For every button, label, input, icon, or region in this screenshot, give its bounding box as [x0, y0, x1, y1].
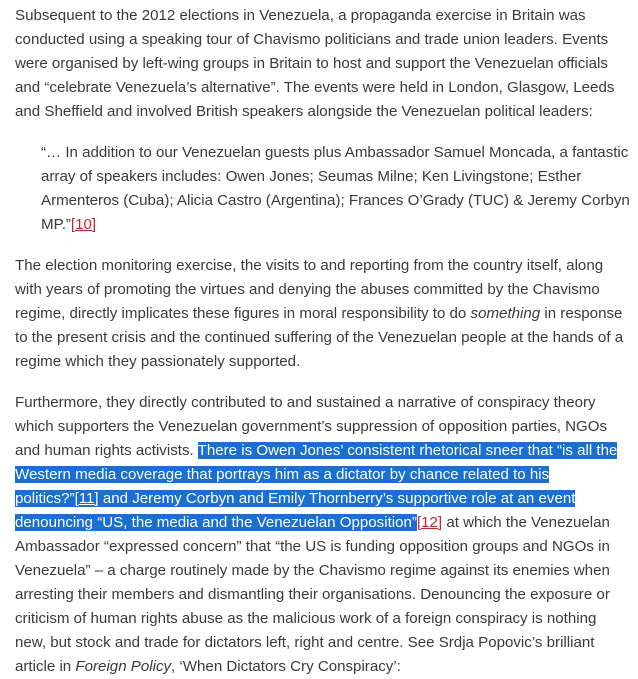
emphasis-publication: Foreign Policy: [75, 658, 172, 675]
paragraph-text: at which the Venezuelan Ambassador “expressed concern” that “the US is funding opposition groups and NGOs in Venezuela” – a charge routinely made by the Chavismo regime against its enemies when arresting their members and dismantling their organisations. Denouncing the exposure or criticism of human rights abuse as the malicious work of a foreign conspiracy is nothing new, but stock and trade for dictators left, right and centre. See Srdja Popovic’s brilliant article in: [15, 514, 610, 675]
paragraph-text: , ‘When Dictators Cry Conspiracy’:: [171, 658, 401, 675]
selected-text[interactable]: and Jeremy Corbyn and Emily Thornberry’s supportive role at an event denouncing “US, the media and the Venezuelan Opposition”: [15, 490, 576, 531]
paragraph-conspiracy-theory: [15, 391, 630, 679]
paragraph-speaking-tour: Subsequent to the 2012 elections in Venezuela, a propaganda exercise in Britain was conducted using a speaking tour of Chavismo politicians and trade union leaders. Events were organised by left-wing groups in Britain to host and support the Venezuelan officials and “celebrate Venezuela’s alternative”. The events were held in London, Glasgow, Leeds and Sheffield and involved British speakers alongside the Venezuelan political leaders:: [15, 7, 615, 120]
paragraph-moral-responsibility: [15, 254, 630, 374]
footnote-link-11[interactable]: [11]: [74, 490, 99, 507]
emphasis-text: something: [470, 305, 541, 322]
block-quote: [15, 141, 630, 237]
footnote-link-12[interactable]: [12]: [416, 514, 443, 531]
footnote-link-10[interactable]: [10]: [70, 216, 97, 233]
paragraph-text: Furthermore, they directly contributed to and sustained a narrative of conspiracy theory which supporters the Venezuelan government’s suppression of opposition parties, NGOs and human rights activists.: [15, 394, 608, 459]
paragraph-text: in response to the present crisis and the continued suffering of the Venezuelan people at the hands of a regime which they passionately supported.: [15, 305, 624, 370]
selected-text[interactable]: There is Owen Jones’ consistent rhetorical sneer that “is all the Western media coverage that portrays him as a dictator by chance related to his politics?”: [15, 442, 618, 507]
quote-text: “… In addition to our Venezuelan guests plus Ambassador Samuel Moncada, a fantastic array of speakers includes: Owen Jones; Seumas Milne; Ken Livingstone; Esther Armenteros (Cuba); Alicia Castro (Argentina); Frances O’Grady (TUC) & Jeremy Corbyn MP.”: [41, 144, 630, 233]
paragraph-text: The election monitoring exercise, the visits to and reporting from the country itself, along with years of promoting the virtues and denying the abuses committed by the Chavismo regime, directly implicates these figures in moral responsibility to do: [15, 257, 604, 322]
